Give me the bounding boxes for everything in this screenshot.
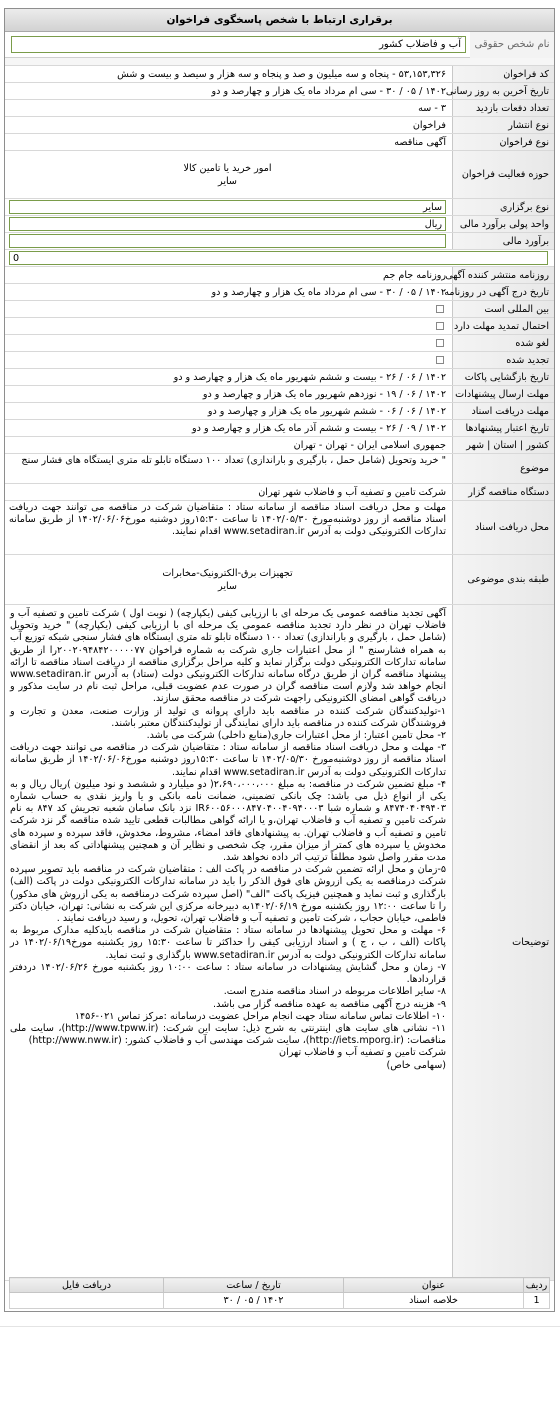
doc-place-value: مهلت و محل دریافت اسناد مناقصه از سامانه ستاد : متقاضیان شرکت در مناقصه می توانند جهت دریافت اسناد مناقصه از روز دوشنبه‌مورخ ۱۴۰۲/۰۵/۳۰ تا ساعت ۱۵:۳۰روز دوشنبه مورخ۱۴۰۲/۰۶/۰۶ از طریق سامانه تدارکات الکترونیکی دولت به آدرس www.setadiran.ir اقدام نمایند. xyxy=(9,502,446,537)
visit-count-label: تعداد دفعات بازدید xyxy=(452,100,554,116)
subject-label: موضوع xyxy=(452,454,554,483)
receive-deadline-label: مهلت دریافت اسناد xyxy=(452,403,554,419)
location-value: جمهوری اسلامی ایران - تهران - تهران xyxy=(293,439,446,451)
last-update-value: ۱۴۰۲ / ۰۵ / ۳۰ - سی ام مرداد ماه یک هزار و چهارصد و دو xyxy=(211,85,446,97)
publish-type-label: نوع انتشار xyxy=(452,117,554,133)
contact-responder-header[interactable] xyxy=(5,9,554,32)
call-type-value: آگهی مناقصه xyxy=(394,136,446,148)
description-paragraph: آگهی تجدید مناقصه عمومی یک مرحله ای با ارزیابی کیفی (یکپارچه) ( نوبت اول ) شرکت تامین و تصفیه آب و فاضلاب تهران در نظر دارد تجدید مناقصه عمومی یک مرحله ای با ارزیابی کیفی (یکپارچه) " خرید وتحویل (شامل حمل ، بارگیری و باراندازی) تعداد ۱۰۰ دستگاه تابلو تله متری ایستگاه های فشار سنجی شبکه توزیع آب به همراه فشارسنج " از محل اعتبارات جاری شرکت به شماره فراخوان ۲۰۰۲۰۹۴۸۴۲۰۰۰۰۰۷۷را از طریق سامانه تدارکات الکترونیکی دولت برگزار نماید و کلیه مراحل برگزاری مناقصه از دریافت اسناد مناقصه تا ارائه پیشنهاد مناقصه گران از طریق درگاه سامانه تدارکات الکترونیکی دولت (ستاد) به آدرس www.setadiran.ir انجام خواهد شد ولازم است مناقصه گران در صورت عدم عضویت قبلی، مراحل ثبت نام در سایت مذکور و دریافت گواهی امضای الکترونیکی راجهت شرکت در مناقصه محقق سازند. xyxy=(10,608,446,705)
flag-canceled-checkbox[interactable] xyxy=(436,339,444,347)
row-publish-type xyxy=(5,117,554,134)
last-update-label: تاریخ آخرین به روز رسانی xyxy=(452,83,554,99)
row-flag-canceled xyxy=(5,335,554,352)
opening-date-value: ۱۴۰۲ / ۰۶ / ۲۶ - بیست و ششم شهریور ماه یک هزار و چهارصد و دو xyxy=(173,371,446,383)
hold-type-field[interactable]: سایر xyxy=(9,200,446,214)
row-receive-deadline xyxy=(5,403,554,420)
flag-extension-label: احتمال تمدید مهلت دارد xyxy=(452,318,554,334)
visit-count-value: ۳ - سه xyxy=(418,102,446,114)
flag-international-label: بین المللی است xyxy=(452,301,554,317)
file-index: 1 xyxy=(524,1293,550,1309)
col-date: تاریخ / ساعت xyxy=(164,1278,344,1293)
row-flag-international xyxy=(5,301,554,318)
newspaper-label: روزنامه منتشر کننده آگهی xyxy=(452,267,554,283)
row-call-type xyxy=(5,134,554,151)
description-paragraph: ۵-زمان و محل ارائه تضمین شرکت در مناقصه در پاکت الف : متقاضیان شرکت در مناقصه باید تصویر سپرده شرکت درمناقصه به یکی ازروش های فوق الذکر را باید در سامانه تدارکات الکترونیکی دولت در پاکت (الف) بارگذاری و ثبت نماید و همچنین فیزیک پاکت "الف" (اصل سپرده شرکت درمناقصه به یکی ازروش های مذکور) را تا ساعت ۱۲:۰۰ روز یکشنبه مورخ ۱۴۰۲/۰۶/۱۹به دبیرخانه مرکزی این شرکت به نشانی: تهران، خیابان دکتر فاطمی، خیابان حجاب ، شرکت تامین و تصفیه آب و فاضلاب تهران، تحویل، و رسید دریافت نمایند . xyxy=(10,864,446,925)
opening-date-label: تاریخ بازگشایی پاکات xyxy=(452,369,554,385)
estimate-label: برآورد مالی xyxy=(452,233,554,249)
row-opening-date xyxy=(5,369,554,386)
col-index: ردیف xyxy=(524,1278,550,1293)
category-values xyxy=(5,555,452,604)
flag-international-checkbox[interactable] xyxy=(436,305,444,313)
flag-renewed-label: تجدید شده xyxy=(452,352,554,368)
flag-extension-checkbox[interactable] xyxy=(436,322,444,330)
legal-person-row xyxy=(5,32,554,58)
legal-person-field[interactable]: آب و فاضلاب کشور xyxy=(11,36,466,53)
newspaper-date-label: تاریخ درج آگهی در روزنامه xyxy=(452,284,554,300)
call-type-label: نوع فراخوان xyxy=(452,134,554,150)
activity-domain-label: حوزه فعالیت فراخوان xyxy=(452,151,554,198)
file-title: خلاصه اسناد xyxy=(344,1293,524,1309)
activity-domain-item: سایر xyxy=(218,175,237,187)
estimate-value-field[interactable]: 0 xyxy=(9,251,548,265)
row-currency xyxy=(5,216,554,233)
call-code-value: ۵۳,۱۵۳,۳۲۶ - پنجاه و سه میلیون و صد و پنجاه و سه هزار و سیصد و بیست و شش xyxy=(117,68,446,80)
validity-date-label: تاریخ اعتبار پیشنهادها xyxy=(452,420,554,436)
publish-type-value: فراخوان xyxy=(412,119,446,131)
description-paragraph: ۷- زمان و محل گشایش پیشنهادات در سامانه ستاد : ساعت ۱۰:۰۰ روز یکشنبه مورخ ۱۴۰۲/۰۶/۲۶ دردفتر قراردادها. xyxy=(10,961,446,986)
row-send-deadline xyxy=(5,386,554,403)
newspaper-value: روزنامه جام جم xyxy=(383,269,446,281)
description-paragraph: ۳- مهلت و محل دریافت اسناد مناقصه از سامانه ستاد : متقاضیان شرکت در مناقصه می توانند جهت دریافت اسناد مناقصه از روز دوشنبه‌مورخ ۱۴۰۲/۰۵/۳۰ تا ساعت ۱۵:۳۰روز دوشنبه مورخ۱۴۰۲/۰۶/۰۶ از طریق سامانه تدارکات الکترونیکی دولت به آدرس www.setadiran.ir اقدام نمایند. xyxy=(10,742,447,778)
row-subject xyxy=(5,454,554,484)
row-call-code xyxy=(5,66,554,83)
row-flag-renewed xyxy=(5,352,554,369)
description-paragraph: ۶- مهلت و محل تحویل پیشنهادها در سامانه ستاد : متقاضیان شرکت در مناقصه بایدکلیه مدارک مربوط به پاکات (الف ، ب ، ج ) و اسناد ارزیابی کیفی را حداکثر تا ساعت ۱۵:۳۰ روز یکشنبه مورخ۱۴۰۲/۰۶/۱۹ در سامانه تدارکات الکترونیکی دولت به آدرس www.setadiran.ir بارگذاری و ثبت نماید. xyxy=(10,925,446,961)
subject-value: " خرید وتحویل (شامل حمل ، بارگیری و باراندازی) تعداد ۱۰۰ دستگاه تابلو تله متری ایستگاه های فشار سنج xyxy=(21,455,446,466)
page-bottom-area xyxy=(0,1326,560,1401)
flag-renewed-checkbox[interactable] xyxy=(436,356,444,364)
description-label: توضیحات xyxy=(452,605,554,1280)
category-label: طبقه بندی موضوعی xyxy=(452,555,554,604)
row-flag-extension xyxy=(5,318,554,335)
send-deadline-value: ۱۴۰۲ / ۰۶ / ۱۹ - نوزدهم شهریور ماه یک هزار و چهارصد و دو xyxy=(202,388,446,400)
description-paragraph: ۴- مبلغ تضمین شرکت در مناقصه: به مبلغ ۲،۶۹۰،۰۰۰،۰۰۰( دو میلیارد و ششصد و نود میلیون )ریال ریال و به یکی از انواع ذیل می باشد: چک بانکی تضمینی، ضمانت نامه بانکی و یا واریز نقدی به حساب شماره ۸۴۷۴۰۴۰۴۹۴۰۳ و شماره شبا IR۶۰۰۵۶۰۰۰۸۴۷۰۴۰۰۴۰۹۴۰۰۰۳ نزد بانک سامان شعبه تجریش کد ۸۴۷ به نام شرکت تامین و تصفیه آب و فاضلاب تهران،و یا ارائه گواهی مطالبات قطعی تایید شده مناقصه گر نزد شرکت تامین و تصفیه آب و فاضلاب تهران. به پیشنهادهای فاقد امضاء، مشروط، مخدوش، فاقد سپرده و سپرده های مخدوش یا سپرده های کمتر از میزان مقرر، چک شخصی و نظایر آن و همچنین پیشنهاداتی که بعد از انقضای مدت مقرر واصل شود مطلقاً ترتیب اثر داده نخواهد شد. xyxy=(10,778,446,864)
description-paragraph: ۱۱- نشانی های سایت های اینترنتی به شرح ذیل: سایت این شرکت: (http://www.tpww.ir)، سایت ملی مناقصات: (http://iets.mporg.ir)، سایت شرکت مهندسی آب و فاضلاب کشور: (http://www.nww.ir) xyxy=(10,1022,446,1047)
row-category xyxy=(5,555,554,605)
row-hold-type xyxy=(5,199,554,216)
files-table xyxy=(9,1277,550,1309)
category-item: تجهیزات برق-الکترونیک-مخابرات xyxy=(162,567,293,579)
files-table-wrapper xyxy=(9,1277,550,1311)
row-validity-date xyxy=(5,420,554,437)
currency-label: واحد پولی برآورد مالی xyxy=(452,216,554,232)
description-paragraph: ۲- محل تامین اعتبار: از محل اعتبارات جاری(منابع داخلی) شرکت می باشد. xyxy=(146,730,446,742)
description-paragraph: ۱-تولیدکنندگان شرکت کننده در مناقصه باید دارای پروانه ی تولید از وزارت صنعت، معدن و تجارت و فروشندگان شرکت کننده در مناقصه باید دارای نمایندگی از تولیدکنندگان معتبر باشند. xyxy=(10,705,446,729)
currency-field[interactable]: ریال xyxy=(9,217,446,231)
send-deadline-label: مهلت ارسال پیشنهادات xyxy=(452,386,554,402)
col-title: عنوان xyxy=(344,1278,524,1293)
row-doc-place xyxy=(5,501,554,555)
header-title[interactable]: برقراری ارتباط با شخص پاسخگوی فراخوان xyxy=(166,14,393,26)
row-estimate xyxy=(5,233,554,250)
files-table-header xyxy=(10,1278,550,1293)
flag-canceled-label: لغو شده xyxy=(452,335,554,351)
description-paragraph: (سهامی خاص) xyxy=(386,1059,446,1071)
estimate-field[interactable] xyxy=(9,234,446,248)
validity-date-value: ۱۴۰۲ / ۰۹ / ۲۶ - بیست و ششم آذر ماه یک هزار و چهارصد و دو xyxy=(192,422,446,434)
category-item: سایر xyxy=(218,580,237,592)
row-newspaper-date xyxy=(5,284,554,301)
row-description xyxy=(5,605,554,1281)
activity-domain-item: امور خرید یا تامین کالا xyxy=(183,162,272,174)
description-body xyxy=(5,605,452,1280)
newspaper-date-value: ۱۴۰۲ / ۰۵ / ۳۰ - سی ام مرداد ماه یک هزار و چهارصد و دو xyxy=(211,286,446,298)
row-organizer xyxy=(5,484,554,501)
file-date: ۱۴۰۲ / ۰۵ / ۳۰ xyxy=(164,1293,344,1309)
row-estimate-value xyxy=(5,250,554,267)
call-details-panel xyxy=(4,8,555,1312)
organizer-value: شرکت تامین و تصفیه آب و فاضلاب شهر تهران xyxy=(258,486,446,498)
col-download: دریافت فایل xyxy=(10,1278,164,1293)
description-paragraph: شرکت تامین و تصفیه آب و فاضلاب تهران xyxy=(279,1047,446,1059)
row-last-update xyxy=(5,83,554,100)
description-paragraph: ۹- هزینه درج آگهی مناقصه به عهده مناقصه گزار می باشد. xyxy=(213,998,446,1010)
activity-domain-values xyxy=(5,151,452,198)
row-location xyxy=(5,437,554,454)
hold-type-label: نوع برگزاری xyxy=(452,199,554,215)
receive-deadline-value: ۱۴۰۲ / ۰۶ / ۰۶ - ششم شهریور ماه یک هزار و چهارصد و دو xyxy=(207,405,446,417)
section-divider xyxy=(5,58,554,66)
description-paragraph: ۱۰- اطلاعات تماس سامانه ستاد جهت انجام مراحل عضویت درسامانه :مرکز تماس ۰۲۱-۱۴۵۶ xyxy=(74,1010,446,1022)
location-label: کشور | استان | شهر xyxy=(452,437,554,453)
file-download-link[interactable] xyxy=(10,1293,164,1309)
call-code-label: کد فراخوان xyxy=(452,66,554,82)
row-newspaper xyxy=(5,267,554,284)
description-paragraph: ۸- سایر اطلاعات مربوطه در اسناد مناقصه مندرج است. xyxy=(223,986,446,998)
organizer-label: دستگاه مناقصه گزار xyxy=(452,484,554,500)
row-visit-count xyxy=(5,100,554,117)
doc-place-label: محل دریافت اسناد xyxy=(452,501,554,554)
table-row xyxy=(10,1293,550,1309)
row-activity-domain xyxy=(5,151,554,199)
legal-person-label: نام شخص حقوقی xyxy=(470,32,554,58)
